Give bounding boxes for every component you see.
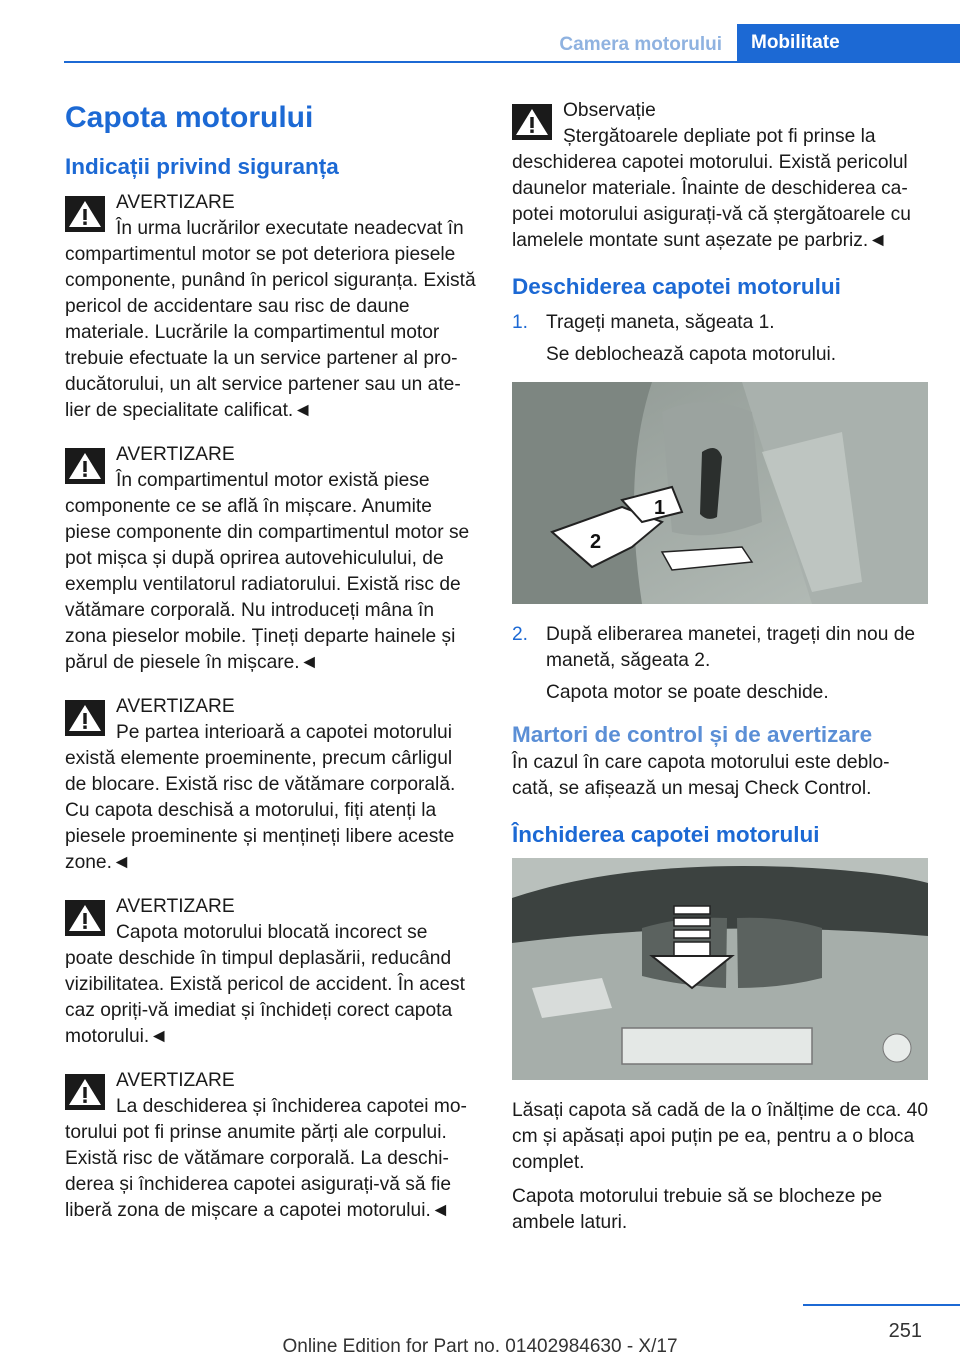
warning-label: AVERTIZARE [116,1070,235,1091]
step-number: 1. [512,312,529,333]
warning-first-line: La deschiderea și închiderea capotei mo- [116,1096,467,1117]
left-column [65,98,477,1242]
warning-block-4 [65,894,477,1050]
warning-triangle-icon [65,196,105,232]
warning-label: AVERTIZARE [116,896,235,917]
car-front-illustration [512,858,928,1080]
warning-triangle-icon [65,1074,105,1110]
open-hood-heading: Deschiderea capotei motorului [512,274,841,299]
warning-triangle-icon [65,700,105,736]
step-item [512,310,928,368]
arrow-2-label: 2 [590,531,602,553]
warning-first-line: În compartimentul motor există piese [116,470,430,491]
note-block [512,98,928,254]
lever-illustration [512,382,928,604]
indicator-lamps-heading: Martori de control și de avertizare [512,722,873,747]
step-result: Capota motor se poate deschide. [546,682,829,703]
note-first-line: Ștergătoarele depliate pot fi prinse la [563,126,876,147]
right-column [512,98,928,1244]
step-text: Trageți maneta, săgeata 1. [546,312,775,333]
warning-block-3 [65,694,477,876]
close-hood-heading: Închiderea capotei motorului [512,822,820,847]
note-text: deschiderea capotei motorului. Există pericolul daunelor materiale. Înainte de deschiderea ca-potei motorului asigurați-vă că ștergătoarele cu lamelele montate sunt așezate pe parbriz.◄ [512,152,911,251]
arrow-1-label: 1 [654,497,666,519]
warning-triangle-icon [512,104,552,140]
page-header [0,0,960,62]
warning-block-2 [65,442,477,676]
warning-triangle-icon [65,900,105,936]
warning-first-line: Capota motorului blocată incorect se [116,922,428,943]
warning-text: există elemente proeminente, precum cârligul de blocare. Există risc de vătămare corporală. Cu capota deschisă a motorului, fiți atenți la piesele proeminente și mențineți libere aceste zone.◄ [65,748,456,873]
open-steps-list [512,310,928,368]
safety-heading: Indicații privind siguranța [65,154,339,179]
step-number: 2. [512,624,529,645]
step-text: După eliberarea manetei, trageți din nou de manetă, săgeata 2. [546,624,916,671]
close-hood-text: Lăsați capota să cadă de la o înălțime de cca. 40 cm și apăsați apoi puțin pe ea, pentru a o bloca complet. [512,1100,928,1173]
warning-text: torului pot fi prinse anumite părți ale corpului. Există risc de vătămare corporală. La deschi-derea și închiderea capotei asigurați-vă să fie liberă zona de mișcare a capotei motorului.◄ [65,1122,452,1221]
page-number: 251 [888,1320,922,1342]
warning-triangle-icon [65,448,105,484]
warning-block-1 [65,190,477,424]
step-item [512,622,928,706]
warning-first-line: Pe partea interioară a capotei motorului [116,722,452,743]
hood-release-lever-figure [512,382,928,604]
hood-closing-figure [512,858,928,1080]
warning-block-5 [65,1068,477,1224]
warning-text: componente ce se află în mișcare. Anumite piese componente din compartimentul motor se pot mișca și după oprirea autovehiculului, de exemplu ventilatorul radiatorului. Există risc de vătămare corporală. Nu introduceți mâna în zona pieselor mobile. Țineți departe hainele și părul de piesele în mișcare.◄ [65,496,470,673]
warning-text: compartimentul motor se pot deteriora piesele componente, punând în pericol siguranța. Există pericol de accidentare sau risc de daune materiale. Lucrările la compartimentul motor trebuie efectuate la un service partener al pro-ducătorului, un alt service partener sau un ate-lier de specialitate calificat.◄ [65,244,476,421]
indicator-lamps-text: În cazul în care capota motorului este deblo-cată, se afișează un mesaj Check Control. [512,752,890,799]
footer-rule [803,1304,960,1306]
header-rule [64,61,960,63]
note-label: Observație [563,100,656,121]
open-steps-list-2 [512,622,928,706]
chapter-tab[interactable]: Mobilitate [737,24,960,62]
edition-text: Online Edition for Part no. 01402984630 - X/17 [282,1336,678,1357]
section-tab[interactable]: Camera motorului [559,34,722,55]
close-hood-note: Capota motorului trebuie să se blocheze pe ambele laturi. [512,1186,883,1233]
warning-label: AVERTIZARE [116,444,235,465]
warning-label: AVERTIZARE [116,192,235,213]
warning-label: AVERTIZARE [116,696,235,717]
page-title: Capota motorului [65,101,314,134]
warning-first-line: În urma lucrărilor executate neadecvat în [116,218,464,239]
warning-text: poate deschide în timpul deplasării, reducând vizibilitatea. Există pericol de accident. În acest caz opriți-vă imediat și închideți corect capota motorului.◄ [65,948,465,1047]
step-result: Se deblochează capota motorului. [546,344,837,365]
